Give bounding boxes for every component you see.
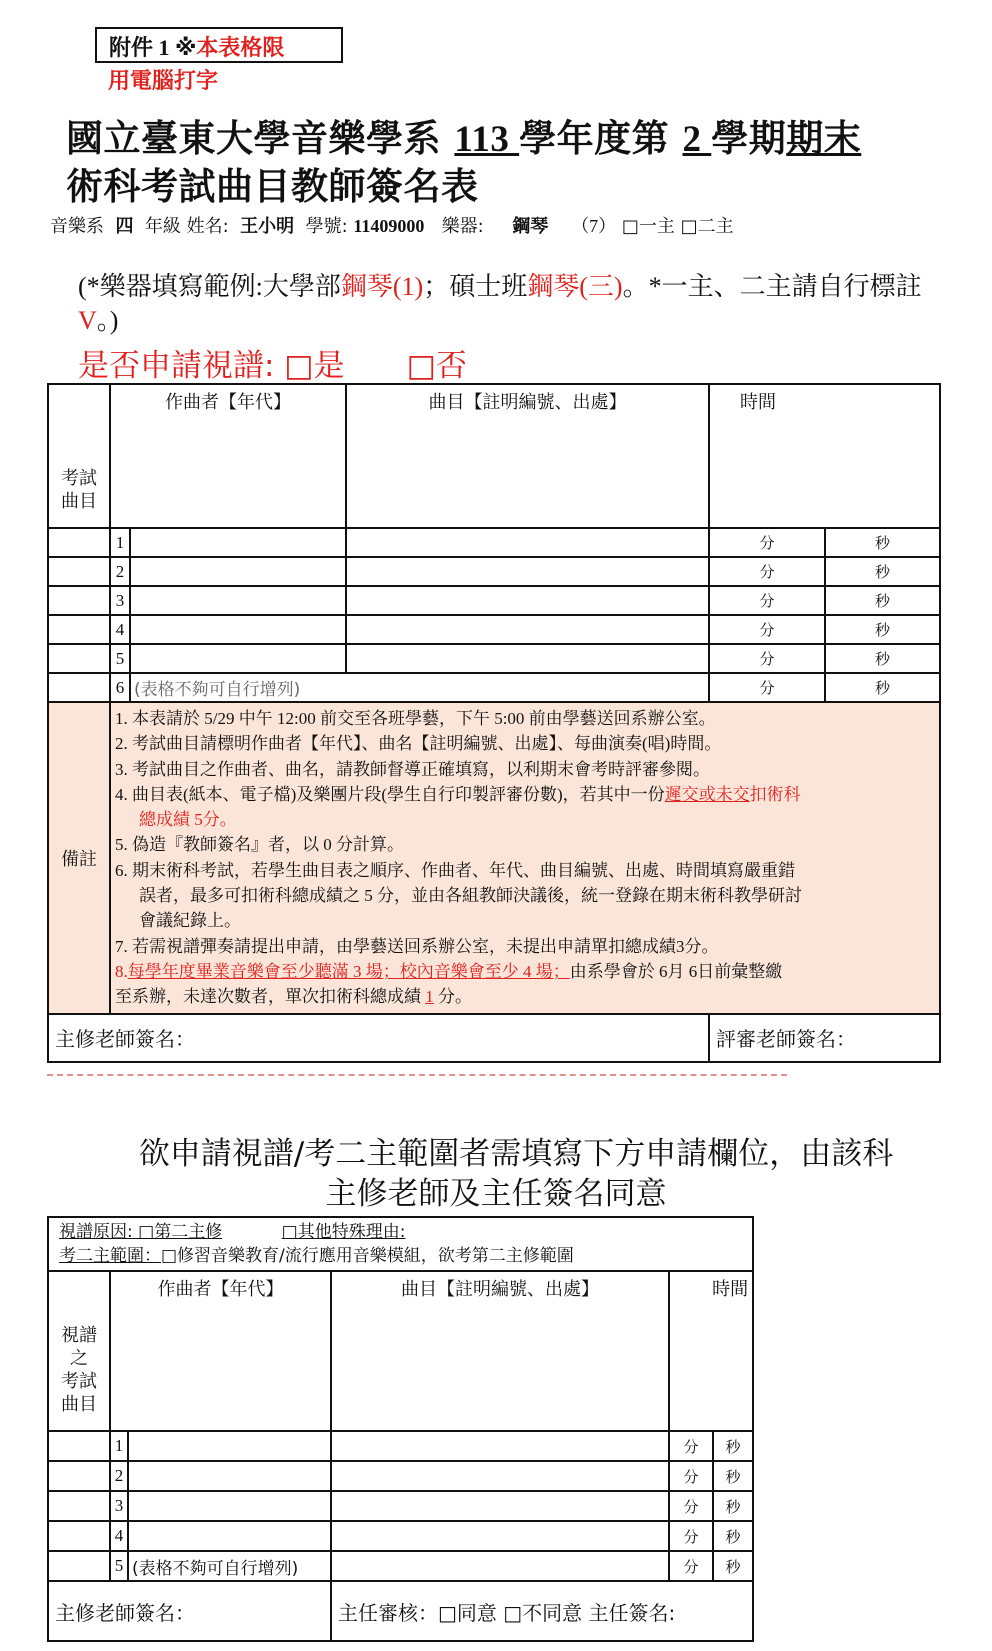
- student-name[interactable]: 王小明: [240, 216, 295, 237]
- composer-cell[interactable]: [130, 615, 346, 644]
- composer-cell[interactable]: [130, 673, 709, 702]
- row-number: 1: [110, 528, 130, 557]
- composer-cell[interactable]: [130, 557, 346, 586]
- header-piece: 曲目【註明編號、出處】: [346, 384, 709, 528]
- note-text: 誤者，最多可扣術科總成績之 5 分，並由各組教師決議後，統一登錄在期末術科教學研討: [139, 886, 802, 906]
- row-hint: [129, 1436, 132, 1456]
- title-text: 國立臺東大學音樂學系: [66, 117, 455, 160]
- reason-label: 視譜原因:: [59, 1222, 133, 1242]
- sight-reading-question[interactable]: 是否申請視譜: □是 □否: [78, 348, 467, 384]
- example-text: 。): [96, 306, 119, 335]
- row-label-exam-pieces: [48, 384, 110, 528]
- row-blank: [48, 586, 110, 615]
- row-hint: [129, 1526, 132, 1546]
- piece-cell[interactable]: [346, 586, 709, 615]
- exam-repertoire-table: [47, 383, 941, 1063]
- piece-cell[interactable]: [346, 528, 709, 557]
- major-teacher-signature[interactable]: 主修老師簽名：: [48, 1581, 331, 1641]
- reason-other[interactable]: □其他特殊理由:: [281, 1222, 406, 1242]
- note-item: 7. 若需視譜彈奏請提出申請，由學藝送回系辦公室，未提出申請單扣總成績3分。: [115, 936, 719, 956]
- row-blank: [48, 1521, 110, 1551]
- note-emphasis: 總成績 5分。: [139, 810, 237, 830]
- table-row: [48, 528, 940, 557]
- table-row: [48, 1551, 753, 1581]
- piece-cell[interactable]: [331, 1491, 669, 1521]
- composer-cell[interactable]: [128, 1551, 331, 1581]
- seconds-cell[interactable]: 秒: [825, 644, 940, 673]
- term-number: 2: [682, 119, 712, 160]
- table-row: [48, 615, 940, 644]
- note-item: [115, 959, 933, 1010]
- seconds-cell[interactable]: 秒: [825, 673, 940, 702]
- signature-row: [48, 1014, 940, 1062]
- row-label-line: 曲目: [61, 491, 97, 512]
- row-hint: [131, 591, 134, 611]
- example-mark: V: [78, 306, 97, 335]
- example-text: 。*一主、二主請自行標註: [622, 272, 922, 301]
- row-label-line: 之: [70, 1348, 88, 1369]
- range-label: 考二主範圍：: [59, 1246, 161, 1266]
- instrument-example: [78, 270, 958, 338]
- notes-content: [110, 702, 940, 1014]
- row-number: 4: [110, 615, 130, 644]
- row-blank: [48, 673, 110, 702]
- major-teacher-signature[interactable]: 主修老師簽名：: [48, 1014, 709, 1062]
- minutes-cell[interactable]: 分: [709, 673, 825, 702]
- judge-signature[interactable]: 評審老師簽名：: [709, 1014, 940, 1062]
- seconds-cell[interactable]: 秒: [713, 1461, 753, 1491]
- note-text: 會議紀錄上。: [139, 911, 241, 931]
- page-title-line2: 術科考試曲目教師簽名表: [66, 165, 479, 208]
- note-emphasis: 或未交: [698, 784, 750, 804]
- example-undergrad: 鋼琴(1): [340, 272, 424, 301]
- note-emphasis: 扣術科: [749, 784, 801, 804]
- row-hint: [131, 533, 134, 553]
- row-hint: [131, 649, 134, 669]
- title-text: 學期: [711, 117, 787, 160]
- seconds-cell[interactable]: 秒: [825, 557, 940, 586]
- row-label-line: 曲目: [61, 1394, 97, 1415]
- table-row: [48, 1461, 753, 1491]
- row-hint: [131, 620, 134, 640]
- signature-row: [48, 1581, 753, 1641]
- note-item: 3. 考試曲目之作曲者、曲名，請教師督導正確填寫，以利期末會考時評審參閱。: [115, 759, 710, 779]
- page-title: [66, 108, 861, 162]
- note-item: 5. 偽造『教師簽名』者，以 0 分計算。: [115, 835, 404, 855]
- minutes-cell[interactable]: 分: [669, 1491, 713, 1521]
- composer-cell[interactable]: [130, 644, 346, 673]
- row-label-line: 考試: [61, 468, 97, 489]
- row-blank: [48, 557, 110, 586]
- row-label-sight-pieces: [48, 1271, 110, 1431]
- row-number: 6: [110, 673, 130, 702]
- seconds-cell[interactable]: 秒: [825, 586, 940, 615]
- director-approval[interactable]: 主任審核：□同意 □不同意 主任簽名:: [331, 1581, 753, 1641]
- grade-value[interactable]: 四: [115, 216, 134, 237]
- table-row: [48, 673, 940, 702]
- academic-year: 113: [454, 119, 520, 160]
- note-item: 1. 本表請於 5/29 中午 12:00 前交至各班學藝，下午 5:00 前由學藝送回系辦公室。: [115, 709, 716, 728]
- header-composer: 作曲者【年代】: [110, 1271, 331, 1431]
- seconds-cell[interactable]: 秒: [713, 1431, 753, 1461]
- exam-period: 期末: [786, 117, 862, 160]
- example-text: (*樂器填寫範例:大學部: [78, 272, 341, 301]
- table-row: [48, 1431, 753, 1461]
- seconds-cell[interactable]: 秒: [825, 528, 940, 557]
- piece-cell[interactable]: [346, 644, 709, 673]
- header-time: 時間: [669, 1271, 753, 1431]
- instrument-label: 樂器:: [441, 216, 484, 237]
- row-blank: [48, 528, 110, 557]
- row-hint: (表格不夠可自行增列): [132, 1558, 299, 1579]
- note-text: 6. 期末術科考試，若學生曲目表之順序、作曲者、年代、曲目編號、出處、時間填寫嚴重錯: [115, 860, 795, 880]
- note-item: [115, 858, 933, 934]
- instrument-value[interactable]: 鋼琴: [512, 216, 549, 237]
- cut-line-divider: [47, 1074, 787, 1076]
- composer-cell[interactable]: [128, 1491, 331, 1521]
- piece-cell[interactable]: [331, 1521, 669, 1551]
- header-piece: 曲目【註明編號、出處】: [331, 1271, 669, 1431]
- row-hint: (表格不夠可自行增列): [134, 680, 301, 700]
- minutes-cell[interactable]: 分: [709, 586, 825, 615]
- header-time: 時間: [709, 384, 940, 528]
- attachment-box: [95, 27, 343, 63]
- example-grad: 鋼琴(三): [527, 272, 623, 301]
- reference-mark: ※: [175, 36, 197, 61]
- note-emphasis: 遲交: [664, 784, 699, 804]
- piece-cell[interactable]: [346, 557, 709, 586]
- title-text: 學年度第: [519, 117, 683, 160]
- row-blank: [48, 1431, 110, 1461]
- attachment-label: 附件 1: [109, 35, 176, 60]
- note-text: 分。: [433, 987, 472, 1007]
- note-item: [115, 782, 933, 833]
- notes-label: 備註: [48, 702, 110, 1014]
- range-option[interactable]: □修習音樂教育/流行應用音樂模組，欲考第二主修範圍: [161, 1246, 574, 1266]
- piece-cell[interactable]: [331, 1431, 669, 1461]
- note-text: 8.: [115, 961, 128, 981]
- row-number: 5: [110, 1551, 128, 1581]
- seconds-cell[interactable]: 秒: [713, 1521, 753, 1551]
- row-label-line: 視譜: [61, 1325, 97, 1346]
- row-number: 2: [110, 1461, 128, 1491]
- table-row: [48, 557, 940, 586]
- note-item: 2. 考試曲目請標明作曲者【年代】、曲名【註明編號、出處】、每曲演奏(唱)時間。: [115, 734, 722, 754]
- minutes-cell[interactable]: 分: [669, 1521, 713, 1551]
- reason-second-major[interactable]: □第二主修: [132, 1222, 223, 1242]
- row-number: 2: [110, 557, 130, 586]
- note-text: 至系辦，未達次數者，單次扣術科總成績: [115, 987, 426, 1007]
- note-text: 4. 曲目表(紙本、電子檔)及樂團片段(學生自行印製評審份數)，若其中一份: [115, 784, 665, 804]
- table-row: [48, 1491, 753, 1521]
- table-row: [48, 586, 940, 615]
- row-blank: [48, 1551, 110, 1581]
- seconds-cell[interactable]: 秒: [825, 615, 940, 644]
- row-number: 4: [110, 1521, 128, 1551]
- seconds-cell[interactable]: 秒: [713, 1551, 753, 1581]
- composer-cell[interactable]: [130, 586, 346, 615]
- note-emphasis: 1: [425, 987, 434, 1007]
- instrument-count: （7）: [571, 216, 617, 236]
- student-id[interactable]: 11409000: [353, 216, 425, 236]
- composer-cell[interactable]: [130, 528, 346, 557]
- note-emphasis: 每學年度畢業音樂會至少聽滿 3 場；校內音樂會至少 4 場；: [127, 961, 570, 981]
- reason-row: [48, 1217, 753, 1271]
- row-blank: [48, 1491, 110, 1521]
- table-row: [48, 1521, 753, 1551]
- attachment-note: 本表格限: [196, 36, 285, 61]
- minutes-cell[interactable]: 分: [709, 644, 825, 673]
- dept-label: 音樂系: [50, 216, 104, 237]
- row-blank: [48, 1461, 110, 1491]
- table-row: [48, 644, 940, 673]
- minutes-cell[interactable]: 分: [709, 528, 825, 557]
- seconds-cell[interactable]: 秒: [713, 1491, 753, 1521]
- piece-cell[interactable]: [331, 1461, 669, 1491]
- reason-cell: [48, 1217, 753, 1271]
- composer-cell[interactable]: [128, 1461, 331, 1491]
- application-heading: 欲申請視譜/考二主範圍者需填寫下方申請欄位，由該科: [138, 1136, 894, 1172]
- piece-cell[interactable]: [331, 1551, 669, 1581]
- application-heading-line2: 主修老師及主任簽名同意: [325, 1176, 667, 1212]
- attachment-note-2: 用電腦打字: [108, 69, 219, 94]
- minutes-cell[interactable]: 分: [709, 615, 825, 644]
- row-number: 5: [110, 644, 130, 673]
- minutes-cell[interactable]: 分: [669, 1431, 713, 1461]
- minutes-cell[interactable]: 分: [669, 1551, 713, 1581]
- note-text: 由系學會於 6月 6日前彙整繳: [569, 961, 783, 981]
- piece-cell[interactable]: [346, 615, 709, 644]
- student-info: [50, 212, 734, 238]
- row-label-line: 考試: [61, 1371, 97, 1392]
- row-hint: [129, 1466, 132, 1486]
- example-text: ；碩士班: [423, 272, 528, 301]
- row-number: 3: [110, 1491, 128, 1521]
- row-hint: [129, 1496, 132, 1516]
- row-number: 1: [110, 1431, 128, 1461]
- minutes-cell[interactable]: 分: [669, 1461, 713, 1491]
- row-hint: [131, 562, 134, 582]
- header-composer: 作曲者【年代】: [110, 384, 346, 528]
- row-number: 3: [110, 586, 130, 615]
- composer-cell[interactable]: [128, 1521, 331, 1551]
- row-blank: [48, 615, 110, 644]
- sight-reading-application-table: [47, 1216, 754, 1642]
- id-label: 學號:: [305, 216, 348, 237]
- row-blank: [48, 644, 110, 673]
- minutes-cell[interactable]: 分: [709, 557, 825, 586]
- notes-section: [48, 702, 940, 1014]
- composer-cell[interactable]: [128, 1431, 331, 1461]
- grade-name-label: 年級 姓名:: [144, 216, 229, 237]
- major-checkboxes[interactable]: □一主 □二主: [621, 216, 734, 237]
